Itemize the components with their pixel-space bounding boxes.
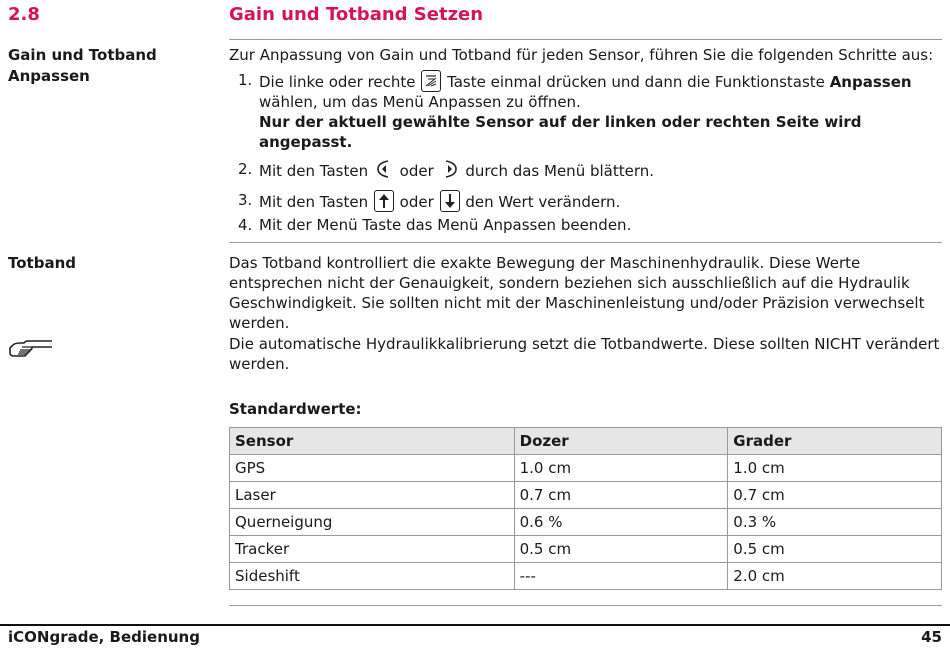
footer-rule [0,624,950,626]
step-number: 3. [238,191,253,209]
calibration-note: Die automatische Hydraulikkalibrierung setzt die Totbandwerte. Diese sollten NICHT verändert werden. [229,335,940,373]
column-header: Grader [728,428,942,455]
table-row [230,455,942,482]
scroll-left-icon [375,159,393,184]
standard-table [229,427,942,590]
column-header: Sensor [230,428,515,455]
step-3: 3. Mit den Tasten oder den Wert verändern. [238,191,621,211]
table-cell: Tracker [230,536,515,563]
table-cell: 0.3 % [728,509,942,536]
step-1: 1. Die linke oder rechte Taste einmal drücken und dann die Funktionstaste Anpassen wählen, um das Menü Anpassen zu öffnen. Nur der aktuell gewählte Sensor auf der linken oder rechten Seite wird angepasst. [229,70,942,152]
table-cell: 0.7 cm [728,482,942,509]
table-cell: 0.6 % [514,509,728,536]
gain-intro: Zur Anpassung von Gain und Totband für jeden Sensor, führen Sie die folgenden Schritte aus: [229,46,934,64]
footer-title: iCONgrade, Bedienung [8,628,200,646]
step-number: 4. [238,216,253,234]
table-row [230,563,942,590]
table-cell: Querneigung [230,509,515,536]
table-cell: 0.5 cm [514,536,728,563]
table-cell: 1.0 cm [514,455,728,482]
table-cell: Laser [230,482,515,509]
table-row [230,482,942,509]
step-number: 2. [238,160,253,178]
divider [229,242,942,243]
table-cell: --- [514,563,728,590]
table-row [230,509,942,536]
steps-list [229,70,942,235]
standard-table-wrap [229,427,942,590]
page-number: 45 [921,628,942,646]
step-1-note: Nur der aktuell gewählte Sensor auf der linken oder rechten Seite wird angepasst. [259,113,862,151]
side-heading-gain-line2: Anpassen [8,67,90,85]
table-cell: Sideshift [230,563,515,590]
table-cell: 2.0 cm [728,563,942,590]
pointing-hand-icon [8,336,54,362]
table-cell: 1.0 cm [728,455,942,482]
table-cell: 0.7 cm [514,482,728,509]
divider [229,39,942,40]
totband-text: Das Totband kontrolliert die exakte Bewegung der Maschinenhydraulik. Diese Werte entsprechen nicht der Genauigkeit, sondern beziehen sich ausschließlich auf die Hydraulik Geschwindigkeit. Sie sollten nicht mit der Maschinenleistung und/oder Präzision verwechselt werden. [229,254,925,332]
side-key-icon [421,70,441,92]
step-number: 1. [238,71,253,89]
side-heading-gain-line1: Gain und Totband [8,46,157,64]
side-heading-gain [8,45,157,87]
arrow-down-icon [440,190,460,212]
section-title: Gain und Totband Setzen [229,4,484,25]
table-header-row [230,428,942,455]
gain-content [229,45,942,235]
anpassen-key-label: Anpassen [829,73,912,91]
step-4: 4. Mit der Menü Taste das Menü Anpassen beenden. [238,216,632,234]
table-cell: GPS [230,455,515,482]
column-header: Dozer [514,428,728,455]
table-cell: 0.5 cm [728,536,942,563]
table-row [230,536,942,563]
side-heading-totband: Totband [8,254,76,272]
step-2: 2. Mit den Tasten oder durch das Menü blättern. [229,159,942,184]
section-number: 2.8 [8,4,40,25]
scroll-right-icon [441,159,459,184]
divider [229,605,942,606]
standard-heading: Standardwerte: [229,400,362,418]
arrow-up-icon [374,190,394,212]
